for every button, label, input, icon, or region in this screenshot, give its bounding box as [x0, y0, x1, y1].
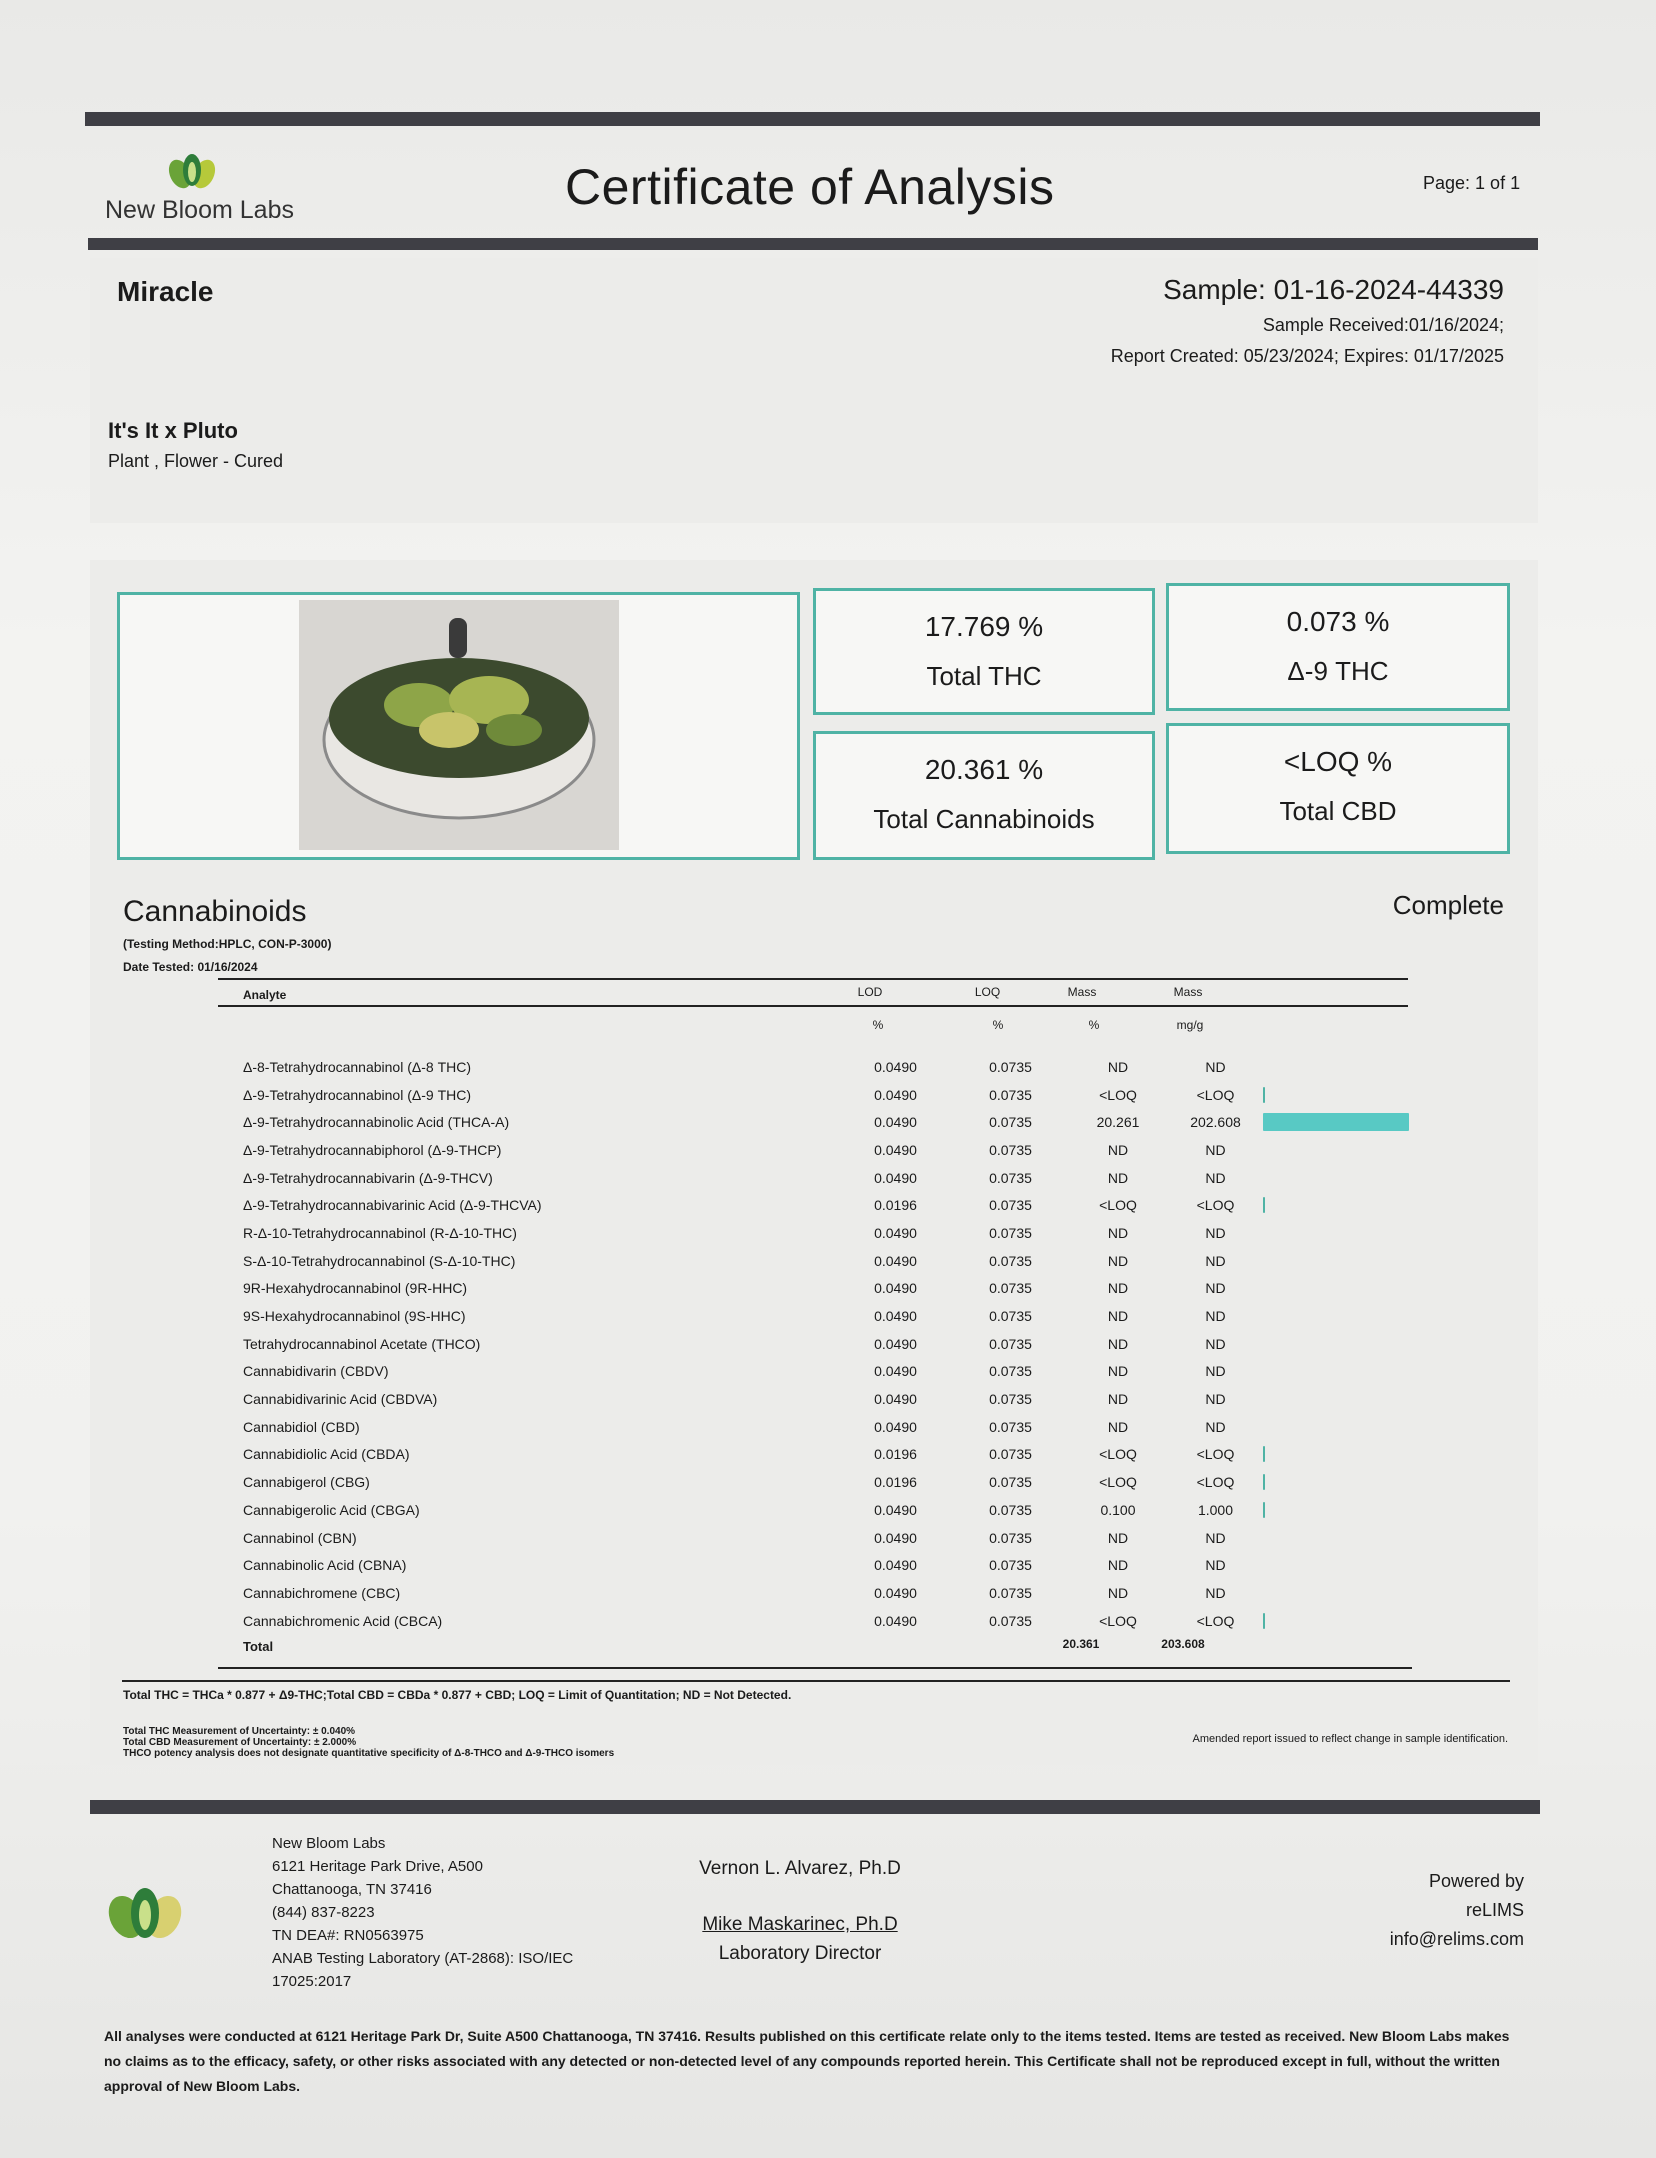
level-bar-cell — [1263, 1302, 1409, 1330]
level-bar-cell — [1263, 1053, 1409, 1081]
footer-phone: (844) 837-8223 — [272, 1904, 375, 1921]
level-bar-cell — [1263, 1524, 1409, 1552]
col-loq: LOQ — [974, 985, 1001, 999]
lod-cell: 0.0490 — [874, 1141, 917, 1158]
col-lod: LOD — [857, 985, 883, 999]
product-name: It's It x Pluto — [108, 418, 238, 443]
analyte-cell: Cannabichromene (CBC) — [243, 1584, 401, 1601]
level-bar-cell — [1263, 1136, 1409, 1164]
unit-mass-mg: mg/g — [1176, 1018, 1204, 1032]
cannabinoid-table — [243, 1053, 1409, 1634]
mass-pct-cell: ND — [1107, 1169, 1129, 1186]
level-bar — [1263, 1446, 1265, 1462]
table-row — [243, 1330, 1409, 1358]
powered-brand: reLIMS — [1465, 1900, 1524, 1920]
table-row — [243, 1358, 1409, 1386]
total-mass-pct: 20.361 — [1062, 1637, 1100, 1651]
total-cannabinoids-label: Total Cannabinoids — [873, 804, 1095, 834]
mass-pct-cell: ND — [1107, 1252, 1129, 1269]
d9-thc-label: Δ-9 THC — [1287, 656, 1389, 686]
formula-note: Total THC = THCa * 0.877 + Δ9-THC;Total CBD = CBDa * 0.877 + CBD; LOQ = Limit of Quantitation; ND = Not Detected. — [123, 1688, 792, 1702]
table-row — [243, 1385, 1409, 1413]
mass-pct-cell: 0.100 — [1100, 1501, 1136, 1518]
table-row — [243, 1081, 1409, 1109]
mass-pct-cell: ND — [1107, 1224, 1129, 1241]
product-type: Plant , Flower - Cured — [108, 451, 284, 471]
signer-2-title: Laboratory Director — [718, 1943, 882, 1964]
loq-cell: 0.0735 — [989, 1557, 1032, 1574]
sample-photo — [299, 600, 619, 850]
footer-address1: 6121 Heritage Park Drive, A500 — [272, 1858, 483, 1875]
level-bar-cell — [1263, 1385, 1409, 1413]
table-row — [243, 1413, 1409, 1441]
total-thc-label: Total THC — [926, 661, 1042, 691]
analyte-cell: Cannabichromenic Acid (CBCA) — [243, 1612, 443, 1629]
mass-pct-cell: <LOQ — [1099, 1612, 1137, 1629]
total-mass-mg: 203.608 — [1161, 1637, 1205, 1651]
analyte-cell: Cannabigerolic Acid (CBGA) — [243, 1501, 420, 1518]
footer-anab1: ANAB Testing Laboratory (AT-2868): ISO/IEC — [272, 1950, 574, 1967]
mass-mg-cell: ND — [1205, 1363, 1226, 1380]
lod-cell: 0.0490 — [874, 1391, 917, 1408]
loq-cell: 0.0735 — [989, 1308, 1032, 1325]
mass-mg-cell: ND — [1205, 1058, 1226, 1075]
level-bar — [1263, 1613, 1265, 1629]
loq-cell: 0.0735 — [989, 1612, 1032, 1629]
lod-cell: 0.0196 — [874, 1197, 917, 1214]
mass-pct-cell: <LOQ — [1099, 1197, 1137, 1214]
mass-pct-cell: <LOQ — [1099, 1446, 1137, 1463]
table-row — [243, 1468, 1409, 1496]
lod-cell: 0.0490 — [874, 1501, 917, 1518]
lod-cell: 0.0490 — [874, 1557, 917, 1574]
lod-cell: 0.0196 — [874, 1446, 917, 1463]
table-row — [243, 1441, 1409, 1469]
total-label: Total — [243, 1639, 274, 1654]
total-cbd-box — [1166, 723, 1510, 854]
loq-cell: 0.0735 — [989, 1446, 1032, 1463]
mass-mg-cell: 1.000 — [1197, 1501, 1234, 1518]
total-cbd-value: <LOQ % — [1283, 746, 1393, 777]
loq-cell: 0.0735 — [989, 1252, 1032, 1269]
mass-pct-cell: ND — [1107, 1557, 1129, 1574]
lod-cell: 0.0490 — [874, 1252, 917, 1269]
loq-cell: 0.0735 — [989, 1169, 1032, 1186]
analyte-cell: 9S-Hexahydrocannabinol (9S-HHC) — [243, 1308, 466, 1325]
footer-logo-icon — [106, 1885, 184, 1945]
loq-cell: 0.0735 — [989, 1418, 1032, 1435]
level-bar-cell — [1263, 1496, 1409, 1524]
mass-pct-cell: ND — [1107, 1363, 1129, 1380]
level-bar-cell — [1263, 1275, 1409, 1303]
loq-cell: 0.0735 — [989, 1474, 1032, 1491]
amended-note: Amended report issued to reflect change in sample identification. — [1192, 1733, 1508, 1745]
mass-mg-cell: ND — [1205, 1252, 1226, 1269]
analyte-cell: Δ-8-Tetrahydrocannabinol (Δ-8 THC) — [243, 1058, 472, 1075]
lod-cell: 0.0490 — [874, 1058, 917, 1075]
mass-mg-cell: ND — [1205, 1529, 1226, 1546]
level-bar-cell — [1263, 1164, 1409, 1192]
loq-cell: 0.0735 — [989, 1584, 1032, 1601]
cannabinoids-title: Cannabinoids — [123, 895, 307, 928]
loq-cell: 0.0735 — [989, 1224, 1032, 1241]
loq-cell: 0.0735 — [989, 1086, 1032, 1103]
mass-mg-cell: ND — [1205, 1335, 1226, 1352]
footer-anab2: 17025:2017 — [272, 1973, 352, 1990]
analyte-cell: Cannabinolic Acid (CBNA) — [243, 1557, 407, 1574]
level-bar-cell — [1263, 1108, 1409, 1136]
mass-mg-cell: <LOQ — [1196, 1446, 1235, 1463]
total-cbd-label: Total CBD — [1279, 796, 1397, 826]
disclaimer: All analyses were conducted at 6121 Heritage Park Dr, Suite A500 Chattanooga, TN 37416. Results published on this certificate relate only to the items tested. Items are tested as received. New Bloom Labs makes no claims as to the efficacy, safety, or other risks associated with any detected or non-detected level of any compounds reported herein. This Certificate shall not be reproduced except in full, without the written approval of New Bloom Labs. — [104, 2028, 1510, 2094]
mass-mg-cell: ND — [1205, 1308, 1226, 1325]
table-header-rule — [218, 1005, 1408, 1007]
mass-pct-cell: ND — [1107, 1058, 1129, 1075]
col-mass-mg: Mass — [1173, 985, 1203, 999]
col-analyte: Analyte — [243, 988, 287, 1002]
loq-cell: 0.0735 — [989, 1058, 1032, 1075]
analyte-cell: S-Δ-10-Tetrahydrocannabinol (S-Δ-10-THC) — [243, 1252, 516, 1269]
sample-photo-frame — [117, 592, 800, 860]
loq-cell: 0.0735 — [989, 1197, 1032, 1214]
lab-name: New Bloom Labs — [105, 196, 294, 224]
table-row — [243, 1275, 1409, 1303]
level-bar-cell — [1263, 1551, 1409, 1579]
level-bar-cell — [1263, 1191, 1409, 1219]
signer-1: Vernon L. Alvarez, Ph.D — [699, 1858, 901, 1879]
mass-mg-cell: 202.608 — [1190, 1114, 1241, 1131]
footer-address2: Chattanooga, TN 37416 — [272, 1881, 432, 1898]
analyte-cell: Δ-9-Tetrahydrocannabinol (Δ-9 THC) — [243, 1086, 472, 1103]
table-row — [243, 1191, 1409, 1219]
page-number: Page: 1 of 1 — [1423, 173, 1521, 193]
mass-pct-cell: ND — [1107, 1391, 1129, 1408]
mass-mg-cell: ND — [1205, 1280, 1226, 1297]
level-bar — [1263, 1502, 1265, 1518]
lod-cell: 0.0490 — [874, 1224, 917, 1241]
analyte-cell: Δ-9-Tetrahydrocannabivarinic Acid (Δ-9-THCVA) — [243, 1197, 542, 1214]
analyte-cell: Tetrahydrocannabinol Acetate (THCO) — [243, 1335, 481, 1352]
signer-2: Mike Maskarinec, Ph.D — [702, 1914, 898, 1935]
analyte-cell: Δ-9-Tetrahydrocannabiphorol (Δ-9-THCP) — [243, 1141, 502, 1158]
analyte-cell: Cannabidivarinic Acid (CBDVA) — [243, 1391, 438, 1408]
level-bar-cell — [1263, 1579, 1409, 1607]
cannabinoids-status: Complete — [1392, 890, 1504, 920]
powered-email: info@relims.com — [1389, 1929, 1524, 1949]
lod-cell: 0.0490 — [874, 1335, 917, 1352]
loq-cell: 0.0735 — [989, 1501, 1032, 1518]
lod-cell: 0.0490 — [874, 1308, 917, 1325]
footer-lab: New Bloom Labs — [272, 1835, 386, 1852]
level-bar-cell — [1263, 1468, 1409, 1496]
mass-pct-cell: ND — [1107, 1529, 1129, 1546]
level-bar — [1263, 1087, 1265, 1103]
mass-mg-cell: ND — [1205, 1418, 1226, 1435]
lod-cell: 0.0490 — [874, 1363, 917, 1380]
mass-mg-cell: <LOQ — [1196, 1612, 1235, 1629]
level-bar-cell — [1263, 1219, 1409, 1247]
total-thc-box — [813, 588, 1155, 715]
mass-pct-cell: <LOQ — [1099, 1086, 1137, 1103]
analyte-cell: Cannabidiolic Acid (CBDA) — [243, 1446, 410, 1463]
analyte-cell: Cannabidiol (CBD) — [243, 1418, 360, 1435]
notes-rule — [122, 1680, 1510, 1682]
client-name: Miracle — [117, 276, 214, 307]
level-bar-cell — [1263, 1081, 1409, 1109]
date-tested: Date Tested: 01/16/2024 — [123, 960, 258, 974]
d9-thc-value: 0.073 % — [1286, 606, 1390, 637]
total-cannabinoids-value: 20.361 % — [924, 754, 1044, 785]
table-row — [243, 1136, 1409, 1164]
top-rule — [85, 112, 1540, 126]
mass-pct-cell: ND — [1107, 1280, 1129, 1297]
table-bottom-rule — [218, 1667, 1412, 1669]
loq-cell: 0.0735 — [989, 1391, 1032, 1408]
lod-cell: 0.0490 — [874, 1169, 917, 1186]
lod-cell: 0.0196 — [874, 1474, 917, 1491]
loq-cell: 0.0735 — [989, 1529, 1032, 1546]
testing-method: (Testing Method:HPLC, CON-P-3000) — [123, 937, 332, 951]
mass-pct-cell: <LOQ — [1099, 1474, 1137, 1491]
level-bar — [1263, 1474, 1265, 1490]
analyte-cell: 9R-Hexahydrocannabinol (9R-HHC) — [243, 1280, 468, 1297]
thco-note: THCO potency analysis does not designate quantitative specificity of Δ-8-THCO and Δ-9-THCO isomers — [123, 1748, 615, 1759]
footer-dea: TN DEA#: RN0563975 — [272, 1927, 424, 1944]
mass-mg-cell: ND — [1205, 1584, 1226, 1601]
mass-pct-cell: ND — [1107, 1584, 1129, 1601]
mass-pct-cell: 20.261 — [1096, 1114, 1140, 1131]
lod-cell: 0.0490 — [874, 1280, 917, 1297]
uncertainty-cbd-note: Total CBD Measurement of Uncertainty: ± 2.000% — [123, 1737, 357, 1748]
table-row — [243, 1164, 1409, 1192]
unit-lod: % — [872, 1018, 884, 1032]
page-title: Certificate of Analysis — [565, 159, 1055, 215]
analyte-cell: Cannabigerol (CBG) — [243, 1474, 370, 1491]
loq-cell: 0.0735 — [989, 1363, 1032, 1380]
analyte-cell: R-Δ-10-Tetrahydrocannabinol (R-Δ-10-THC) — [243, 1224, 517, 1241]
col-mass-pct: Mass — [1067, 985, 1097, 999]
table-row — [243, 1108, 1409, 1136]
mass-mg-cell: ND — [1205, 1169, 1226, 1186]
report-dates: Report Created: 05/23/2024; Expires: 01/17/2025 — [1110, 346, 1504, 366]
mass-mg-cell: <LOQ — [1196, 1197, 1235, 1214]
header-rule — [88, 238, 1538, 250]
lod-cell: 0.0490 — [874, 1114, 917, 1131]
mass-pct-cell: ND — [1107, 1418, 1129, 1435]
table-row — [243, 1579, 1409, 1607]
loq-cell: 0.0735 — [989, 1141, 1032, 1158]
total-thc-value: 17.769 % — [924, 611, 1044, 642]
mass-mg-cell: ND — [1205, 1224, 1226, 1241]
table-row — [243, 1219, 1409, 1247]
lod-cell: 0.0490 — [874, 1584, 917, 1601]
level-bar-cell — [1263, 1413, 1409, 1441]
logo-leaf-icon — [166, 152, 218, 192]
table-row — [243, 1053, 1409, 1081]
lod-cell: 0.0490 — [874, 1418, 917, 1435]
unit-loq: % — [992, 1018, 1004, 1032]
mass-mg-cell: ND — [1205, 1557, 1226, 1574]
mass-pct-cell: ND — [1107, 1308, 1129, 1325]
analyte-cell: Δ-9-Tetrahydrocannabivarin (Δ-9-THCV) — [243, 1169, 493, 1186]
uncertainty-thc-note: Total THC Measurement of Uncertainty: ± 0.040% — [123, 1726, 356, 1737]
table-row — [243, 1607, 1409, 1635]
loq-cell: 0.0735 — [989, 1280, 1032, 1297]
mass-pct-cell: ND — [1107, 1335, 1129, 1352]
loq-cell: 0.0735 — [989, 1335, 1032, 1352]
level-bar-cell — [1263, 1358, 1409, 1386]
table-row — [243, 1247, 1409, 1275]
table-top-rule — [218, 978, 1408, 980]
mass-pct-cell: ND — [1107, 1141, 1129, 1158]
powered-by: Powered by — [1428, 1871, 1524, 1891]
unit-mass-pct: % — [1088, 1018, 1100, 1032]
level-bar-cell — [1263, 1247, 1409, 1275]
sample-id: Sample: 01-16-2024-44339 — [1163, 274, 1504, 305]
level-bar-cell — [1263, 1330, 1409, 1358]
lod-cell: 0.0490 — [874, 1529, 917, 1546]
mass-mg-cell: ND — [1205, 1141, 1226, 1158]
table-row — [243, 1496, 1409, 1524]
mass-mg-cell: ND — [1205, 1391, 1226, 1408]
d9-thc-box — [1166, 583, 1510, 711]
table-row — [243, 1524, 1409, 1552]
lod-cell: 0.0490 — [874, 1086, 917, 1103]
mass-mg-cell: <LOQ — [1196, 1086, 1235, 1103]
level-bar — [1263, 1197, 1265, 1213]
analyte-cell: Cannabidivarin (CBDV) — [243, 1363, 389, 1380]
table-row — [243, 1551, 1409, 1579]
mass-mg-cell: <LOQ — [1196, 1474, 1235, 1491]
analyte-cell: Cannabinol (CBN) — [243, 1529, 357, 1546]
level-bar — [1263, 1113, 1409, 1131]
analyte-cell: Δ-9-Tetrahydrocannabinolic Acid (THCA-A) — [243, 1114, 510, 1131]
level-bar-cell — [1263, 1607, 1409, 1635]
sample-received: Sample Received:01/16/2024; — [1262, 315, 1504, 335]
lod-cell: 0.0490 — [874, 1612, 917, 1629]
table-row — [243, 1302, 1409, 1330]
footer-rule — [90, 1800, 1540, 1814]
total-cannabinoids-box — [813, 731, 1155, 860]
level-bar-cell — [1263, 1441, 1409, 1469]
loq-cell: 0.0735 — [989, 1114, 1032, 1131]
